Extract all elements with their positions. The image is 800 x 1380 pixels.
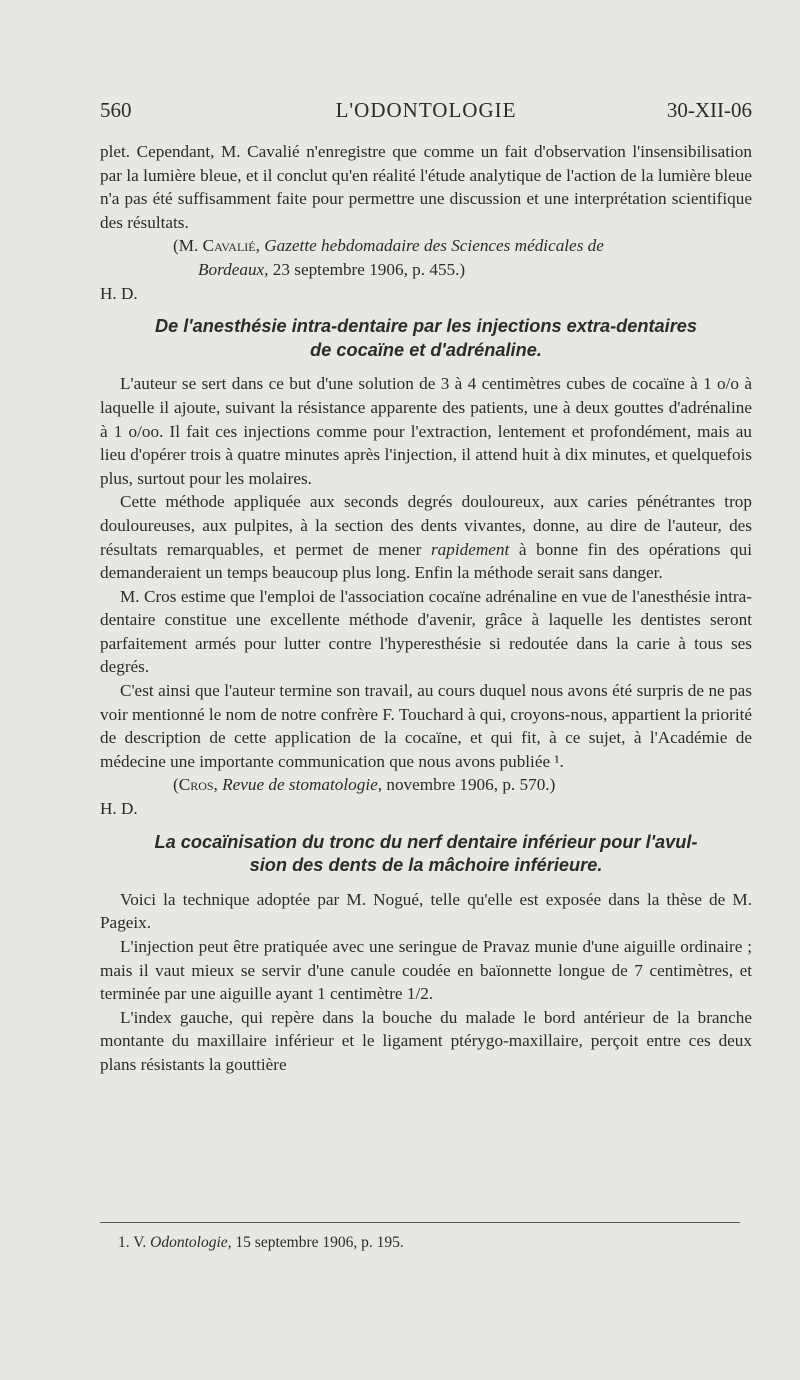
page-body	[100, 140, 752, 1077]
article1-citation: (M. Cavalié, Gazette hebdomadaire des Sciences médicales de	[173, 236, 604, 256]
article2-paragraph-1: L'auteur se sert dans ce but d'une solution de 3 à 4 centimètres cubes de cocaïne à 1 o/o à laquelle il ajoute, suivant la résistance apparente des patients, une à deux gouttes d'adrénaline à 1 o/oo. Il fait ces injections comme pour l'extraction, lentement et profondément, mais au lieu d'opérer trois à quatre minutes après l'injection, il attend huit à dix minutes, et quelquefois plus, surtout pour les molaires.	[100, 374, 752, 488]
article2-paragraph-3: M. Cros estime que l'emploi de l'association cocaïne adrénaline en vue de l'anesthésie intra-dentaire constitue une excellente méthode d'avenir, grâce à laquelle les dentistes seront parfaitement armés pour lutter contre l'hyperesthésie si redoutée dans la carie à tous ses degrés.	[100, 586, 752, 677]
article2-heading: De l'anesthésie intra-dentaire par les injections extra-dentaires de cocaïne et d'adrénaline.	[154, 316, 698, 360]
footnote: 1. V. Odontologie, 15 septembre 1906, p. 195.	[118, 1234, 404, 1251]
article3-paragraph-1: Voici la technique adoptée par M. Nogué, telle qu'elle est exposée dans la thèse de M. Pageix.	[100, 889, 752, 933]
journal-title: L'ODONTOLOGIE	[335, 98, 517, 122]
article2-citation: (Cros, Revue de stomatologie, novembre 1906, p. 570.)	[173, 775, 556, 795]
article2-signature: H. D.	[100, 799, 138, 819]
citation-journal: Gazette hebdomadaire des Sciences médicales de	[264, 236, 604, 256]
article1-signature: H. D.	[100, 283, 138, 303]
emphasis-text: rapidement	[430, 539, 510, 559]
running-header	[100, 98, 752, 128]
article1-paragraph: plet. Cependant, M. Cavalié n'enregistre que comme un fait d'observation l'insensibilisation par la lumière bleue, et il conclut qu'en réalité l'étude analytique de l'action de la lumière bleue n'a pas été suffisamment faite pour permettre une discussion et une interprétation scientifique des résultats.	[100, 142, 752, 232]
citation-author: Cros	[178, 775, 214, 795]
article1-citation-cont: Bordeaux, 23 septembre 1906, p. 455.)	[198, 259, 466, 279]
article3-paragraph-2: L'injection peut être pratiquée avec une seringue de Pravaz munie d'une aiguille ordinaire ; mais il vaut mieux se servir d'une canule coudée en baïonnette longue de 7 centimètres, et terminée par une aiguille ayant 1 centimètre 1/2.	[100, 937, 752, 1004]
article3-heading: La cocaïnisation du tronc du nerf dentaire inférieur pour l'avul- sion des dents de la mâchoire inférieure.	[154, 831, 698, 876]
article2-paragraph-2: Cette méthode appliquée aux seconds degrés douloureux, aux caries pénétrantes trop douloureuses, aux pulpites, à la section des dents vivantes, donne, au dire de l'auteur, des résultats remarquables, et permet de mener rapidement à bonne fin des opérations qui demanderaient un temps beaucoup plus long. Enfin la méthode serait sans danger.	[100, 492, 752, 583]
footnote-divider	[100, 1222, 740, 1223]
article2-paragraph-4: C'est ainsi que l'auteur termine son travail, au cours duquel nous avons été surpris de ne pas voir mentionné le nom de notre confrère F. Touchard à qui, croyons-nous, appartient la priorité de description de cette application de la cocaïne, et qui fit, à ce sujet, à l'Académie de médecine une importante communication que nous avons publiée ¹.	[100, 681, 752, 771]
page-number: 560	[100, 98, 132, 122]
footnote-journal: Odontologie,	[150, 1234, 232, 1251]
citation-journal: Revue de stomatologie,	[222, 775, 383, 795]
issue-date: 30-XII-06	[666, 98, 752, 122]
citation-author: Cavalié	[202, 236, 256, 256]
article3-paragraph-3: L'index gauche, qui repère dans la bouche du malade le bord antérieur de la branche montante du maxillaire inférieur et le ligament ptérygo-maxillaire, perçoit entre ces deux plans résistants la gouttière	[100, 1007, 752, 1074]
